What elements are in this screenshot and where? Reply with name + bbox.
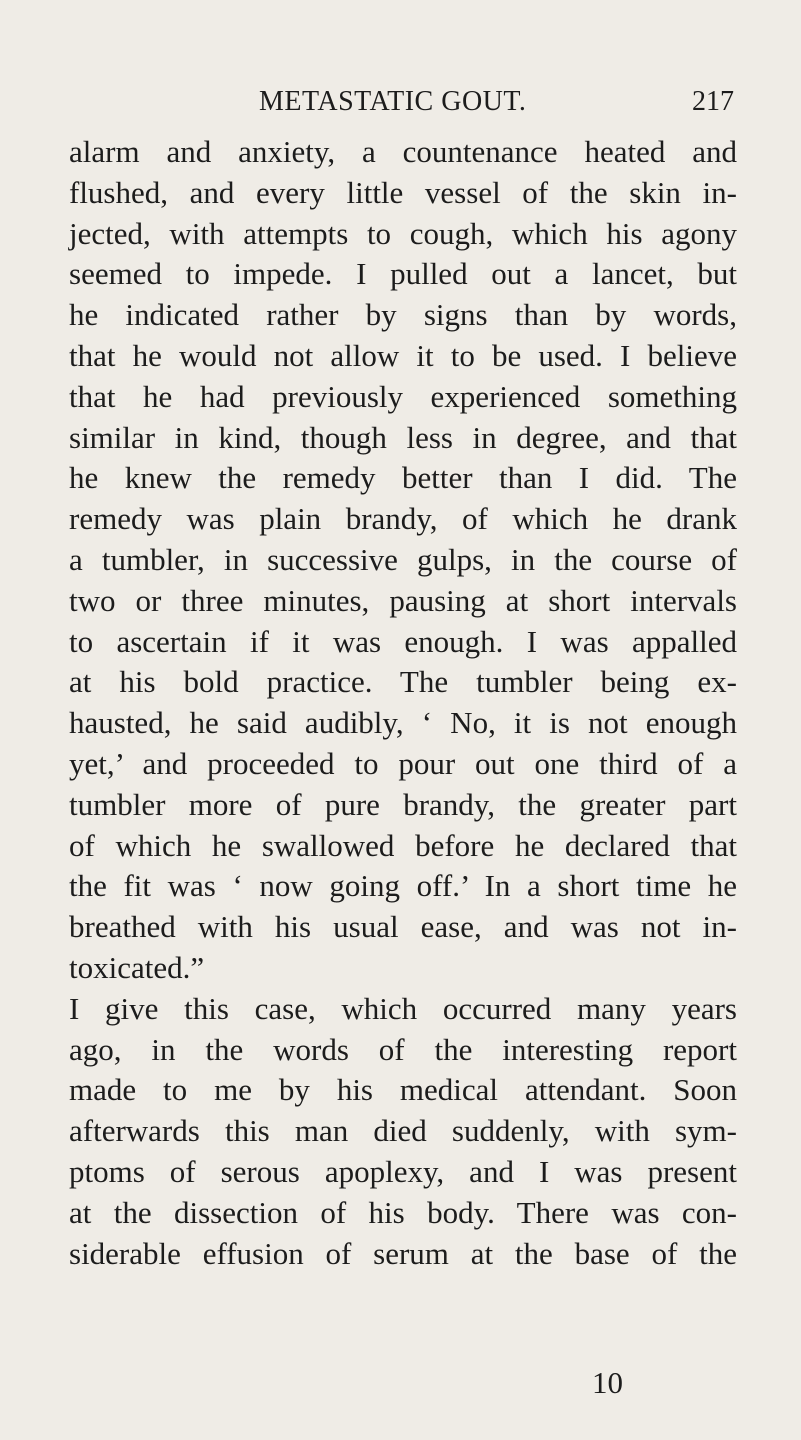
text-line: that he had previously experienced something (69, 378, 737, 414)
text-line: he indicated rather by signs than by words, (69, 297, 737, 333)
text-line: breathed with his usual ease, and was not in- (69, 909, 737, 945)
text-line: tumbler more of pure brandy, the greater part (69, 786, 737, 822)
text-line: he knew the remedy better than I did. The (69, 460, 737, 496)
text-line: ptoms of serous apoplexy, and I was present (69, 1153, 737, 1189)
text-line: flushed, and every little vessel of the skin in- (69, 174, 737, 210)
text-line: the fit was ‘ now going off.’ In a short time he (69, 868, 737, 904)
text-line: ago, in the words of the interesting report (69, 1031, 737, 1067)
text-line: seemed to impede. I pulled out a lancet, but (69, 256, 737, 292)
text-line: to ascertain if it was enough. I was appalled (69, 623, 737, 659)
text-line: at his bold practice. The tumbler being ex- (69, 664, 737, 700)
text-line: yet,’ and proceeded to pour out one third of a (69, 745, 737, 781)
text-line: jected, with attempts to cough, which his agony (69, 215, 737, 251)
signature-mark: 10 (592, 1365, 623, 1400)
text-line: that he would not allow it to be used. I believe (69, 337, 737, 373)
text-line: toxicated.” (69, 949, 205, 985)
text-line: remedy was plain brandy, of which he drank (69, 501, 737, 537)
body-text (69, 132, 737, 1274)
text-line: made to me by his medical attendant. Soon (69, 1072, 737, 1108)
text-line: I give this case, which occurred many years (69, 990, 737, 1026)
text-line: alarm and anxiety, a countenance heated and (69, 134, 737, 169)
text-line: two or three minutes, pausing at short intervals (69, 582, 737, 618)
running-head (0, 86, 801, 122)
text-line: at the dissection of his body. There was con- (69, 1194, 737, 1230)
text-line: siderable effusion of serum at the base of the (69, 1235, 737, 1271)
text-line: of which he swallowed before he declared that (69, 827, 737, 863)
text-line: similar in kind, though less in degree, and that (69, 419, 737, 455)
text-line: a tumbler, in successive gulps, in the course of (69, 541, 737, 577)
page-number: 217 (692, 86, 734, 117)
text-line: hausted, he said audibly, ‘ No, it is not enough (69, 705, 737, 741)
text-line: afterwards this man died suddenly, with sym- (69, 1113, 737, 1149)
running-title: METASTATIC GOUT. (259, 86, 527, 117)
